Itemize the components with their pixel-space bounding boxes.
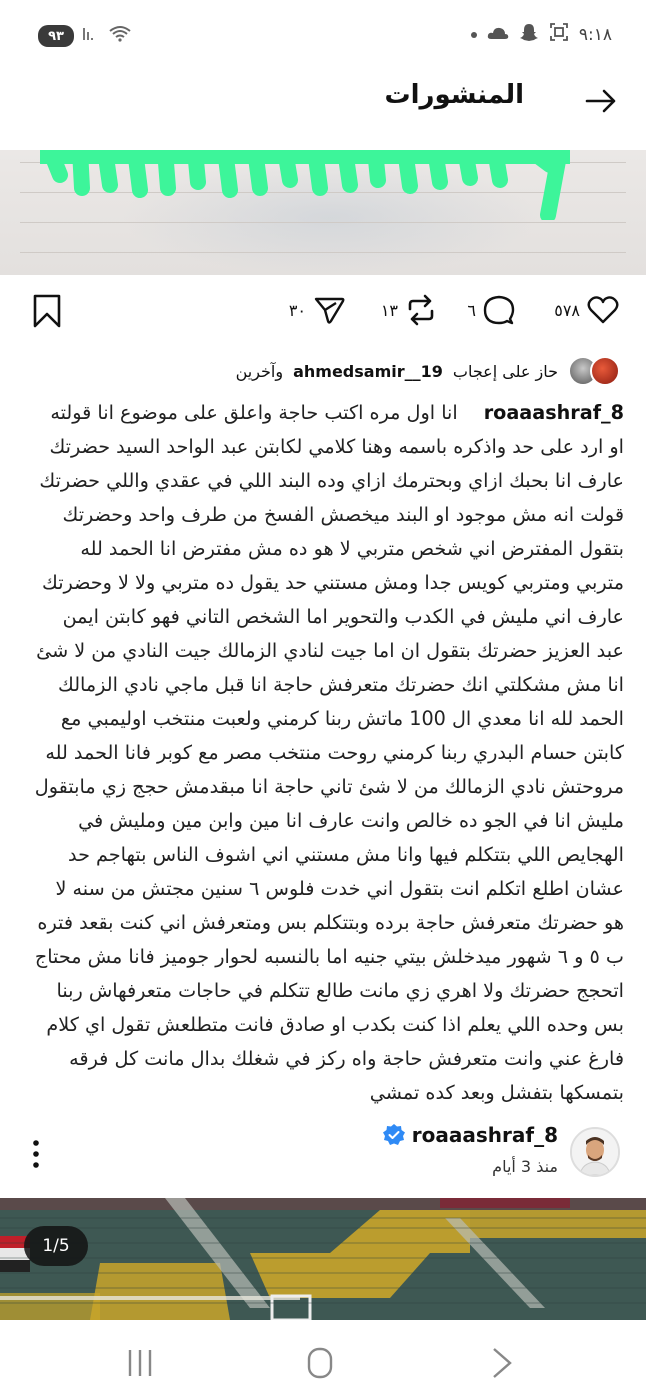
caption-username[interactable]: roaaashraf_8 xyxy=(483,401,624,424)
next-post-header xyxy=(0,1115,646,1187)
verified-badge-icon xyxy=(382,1123,406,1147)
stadium-photo xyxy=(0,1198,646,1320)
carousel-counter: 1/5 xyxy=(24,1226,88,1266)
like-action[interactable] xyxy=(554,293,620,327)
green-scribble xyxy=(40,150,600,220)
post-actions xyxy=(0,285,646,341)
signal-icon xyxy=(82,26,100,46)
post-author-username[interactable]: roaaashraf_8 xyxy=(411,1123,558,1147)
ruled-line xyxy=(20,252,626,253)
notification-dot-icon xyxy=(471,32,477,38)
back-button[interactable] xyxy=(482,1346,522,1380)
cloud-icon xyxy=(487,25,509,45)
status-bar xyxy=(0,0,646,70)
repost-count: ١٣ xyxy=(380,300,398,320)
home-button[interactable] xyxy=(300,1346,340,1380)
clock: ٩:١٨ xyxy=(578,24,612,45)
ruled-line xyxy=(20,222,626,223)
post-image-carousel[interactable] xyxy=(0,1198,646,1320)
comment-icon[interactable] xyxy=(482,293,516,327)
liked-by-prefix: حاز على إعجاب xyxy=(452,361,558,381)
recent-apps-button[interactable] xyxy=(120,1346,160,1380)
bookmark-icon[interactable] xyxy=(30,293,64,329)
liked-by[interactable] xyxy=(236,353,620,389)
repost-action[interactable] xyxy=(381,293,438,327)
share-count: ٣٠ xyxy=(288,300,306,320)
system-nav-bar xyxy=(0,1320,646,1400)
battery-indicator: ٩٣ xyxy=(38,25,74,47)
liked-by-suffix[interactable]: وآخرين xyxy=(235,361,284,381)
screenshot-icon xyxy=(549,22,569,47)
liker-avatars xyxy=(568,356,620,386)
arrow-right-icon[interactable] xyxy=(584,84,618,118)
post-timestamp: منذ 3 أيام xyxy=(492,1157,558,1176)
snapchat-icon xyxy=(519,22,539,47)
heart-icon[interactable] xyxy=(586,293,620,327)
send-icon[interactable] xyxy=(312,293,346,327)
wifi-icon xyxy=(108,24,132,48)
comment-count: ٦ xyxy=(467,300,476,320)
share-action[interactable] xyxy=(289,293,346,327)
repost-icon[interactable] xyxy=(404,293,438,327)
post-image[interactable] xyxy=(0,150,646,275)
caption-text: انا اول مره اكتب حاجة واعلق على موضوع انا قولته او ارد على حد واذكره باسمه وهنا كلامي لكابتن عبد الواحد السيد حضرتك عارف انا بحبك ازاي وبحترمك ازاي وده البند اللي في عقدي واللي حضرتك قولت انه مش موجود او البند ميخصش الفسخ من طرف واحد وحضرتك بتقول المفترض اني شخص متربي لا هو ده مش مفترض انا الحمد لله متربي ومتربي كويس جدا ومش مستني حد يقول ده متربي ولا لا وحضرتك عارف اني مليش في الكدب والتحوير اما الشخص التاني فهو كابتن ايمن عبد العزيز حضرتك بتقول ان اما جيت لنادي الزمالك جيت النادي من لا شئ انا مش مشكلتي انك حضرتك متعرفش حاجة انا قبل ماجي نادي الزمالك الحمد لله انا معدي ال 100 ماتش ربنا كرمني ولعبت منتخب اوليمبي مع كابتن حسام البدري ربنا كرمني روحت منتخب مصر مع كوبر فانا الحمد لله مروحتش نادي الزمالك من لا شئ تاني حاجة انا مبقدمش حجج زي مابتقول مليش انا في الجو ده خالص وانت عارف انا مين وابن مين ومليش في الهجايص اللي بتتكلم فيها وانا مش مستني اني اشوف الناس بتهاجم حد عشان اطلع اتكلم انت بتقول اني خدت فلوس ٦ سنين مجتش من سنه لا هو حضرتك متعرفش حاجة برده وبتتكلم بس ومتعرفش اني كنت بقعد فتره ب ٥ و ٦ شهور ميدخلش بيتي جنيه اما بالنسبه لحوار جوميز فانا مش محتاج اتحجج حضرتك ولا اهري زي مانت طالع تتكلم في حاجات متعرفهاش ربنا بس وحده اللي يعلم اذا كنت بكدب او صادق فانت متطلعش تقول اي كلام فارغ عني وانت متعرفش حاجة واه ركز في شغلك بدال مانت كل فرقه بتمسكها بتفشل وبعد كده تمشي xyxy=(34,401,624,1104)
post-author[interactable] xyxy=(382,1123,558,1147)
page-title: المنشورات xyxy=(384,80,524,110)
comment-action[interactable] xyxy=(467,293,516,327)
avatar xyxy=(590,356,620,386)
post-caption xyxy=(30,396,624,1110)
avatar[interactable] xyxy=(570,1127,620,1177)
liked-by-username[interactable]: ahmedsamir__19 xyxy=(293,361,443,381)
page-header xyxy=(0,78,646,126)
like-count: ٥٧٨ xyxy=(554,300,580,320)
kebab-menu-icon[interactable] xyxy=(26,1137,46,1171)
